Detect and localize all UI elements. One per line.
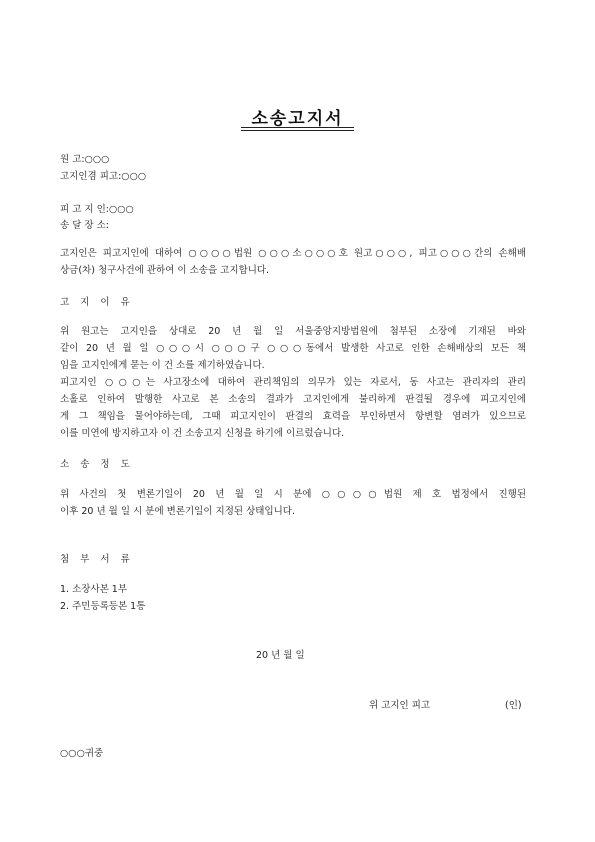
attachment-item: 1. 소장사본 1부 [60, 584, 128, 595]
section-heading-status: 소 송 정 도 [60, 459, 134, 470]
reason-line: 같이 20 년 월 일 ○○○시 ○○○구 ○○○동에서 발생한 사고로 인한 손해배상의 모든 책 [60, 343, 526, 354]
status-line: 위 사건의 첫 변론기일이 20 년 월 일 시 분에 ○○○○법원 제 호 법정에서 진행된 [60, 489, 526, 500]
intro-line: 고지인은 피고지인에 대하여 ○○○○법원 ○○○소○○○호 원고○○○, 피고○○○간의 손해배 [60, 248, 526, 259]
reason-line: 위 원고는 고지인을 상대로 20 년 월 일 서울중앙지방법원에 첨부된 소장에 기재된 바와 [60, 326, 526, 337]
status-line: 이후 20 년 월 일 시 분에 변론기일이 지정된 상태입니다. [60, 506, 296, 517]
field-service-address: 송 달 장 소: [60, 220, 109, 231]
reason-line: 피고지인 ○○○는 사고장소에 대하여 관리책임의 의무가 있는 자로서, 동 사고는 관리자의 관리 [60, 377, 526, 388]
section-heading-attachments: 첨 부 서 류 [60, 554, 134, 565]
intro-paragraph [60, 245, 526, 279]
status-paragraph [60, 486, 526, 520]
reason-paragraph [60, 323, 526, 442]
reason-line: 임을 고지인에게 묻는 이 건 소를 제기하였습니다. [60, 360, 265, 371]
signature-label: 위 고지인 피고 [369, 700, 431, 711]
reason-line: 소홀로 인하여 발행한 사고로 본 소송의 결과가 고지인에게 불리하게 판결될 경우에 피고지인에 [60, 394, 526, 405]
title-underline-double [241, 130, 354, 131]
field-notified-party: 피 고 지 인:○○○ [60, 204, 134, 215]
attachment-item: 2. 주민등록등본 1통 [60, 601, 146, 612]
field-plaintiff: 원 고:○○○ [60, 154, 110, 165]
document-title: 소송고지서 [251, 109, 344, 129]
reason-line: 게 그 책임을 물어야하는데, 그때 피고지인이 판결의 효력을 부인하면서 항변할 염려가 있으므로 [60, 411, 526, 422]
field-notifier-defendant: 고지인겸 피고:○○○ [60, 171, 147, 182]
title-underline [241, 127, 354, 128]
reason-line: 이를 미연에 방지하고자 이 건 소송고지 신청을 하기에 이르렀습니다. [60, 428, 345, 439]
seal-mark: (인) [505, 700, 522, 711]
intro-line: 상금(차) 청구사건에 관하여 이 소송을 고지합니다. [60, 265, 270, 276]
date-line: 20 년 월 일 [256, 650, 305, 661]
addressee: ○○○귀중 [60, 748, 104, 759]
section-heading-reason: 고 지 이 유 [60, 297, 134, 308]
